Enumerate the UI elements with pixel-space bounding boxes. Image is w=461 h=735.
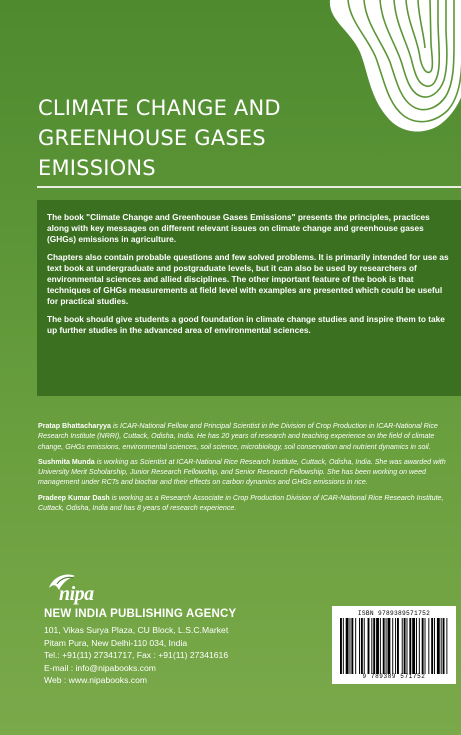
barcode-bar [361, 618, 363, 674]
barcode-bars [336, 618, 452, 674]
author-bio-2 [38, 457, 458, 488]
publisher-address [44, 624, 304, 687]
address-line-4: E-mail : info@nipabooks.com [44, 662, 156, 673]
author-name-2: Sushmita Munda [38, 457, 95, 466]
author-text-2: is working as Scientist at ICAR-National Rice Research Institute, Cuttack, Odisha, India. She was awarded with University Merit Scholarship, Junior Research Fellowship, and Senior Research Fellowship. She has been working on weed management under RCTs and biochar and their effects on carbon dynamics and GHGs emissions in rice. [38, 457, 446, 487]
barcode-bar [443, 618, 445, 674]
author-bios [38, 421, 458, 518]
title-line-3: EMISSIONS [38, 156, 156, 180]
barcode-bar [350, 618, 351, 674]
barcode-bar [395, 618, 396, 674]
barcode-bar [351, 618, 353, 674]
author-text-1: is ICAR-National Fellow and Principal Scientist in the Division of Crop Production in ICAR-National Rice Research Institute (NRRI), Cuttack, Odisha, India. He has 20 years of research and teaching experience on the field of climate change, GHGs emissions, environmental sciences, soil science, microbiology, soil conservation and nutrient dynamics in soil. [38, 422, 438, 451]
barcode-bar [416, 618, 417, 674]
barcode-bar [404, 618, 406, 674]
barcode-bar [419, 618, 420, 674]
barcode-bar [373, 618, 375, 674]
barcode-bar [431, 618, 433, 674]
address-line-1: 101, Vikas Surya Plaza, CU Block, L.S.C.Market [44, 625, 229, 635]
title-line-1: CLIMATE CHANGE AND [38, 96, 281, 120]
barcode-bar [407, 618, 408, 674]
address-line-5: Web : www.nipabooks.com [44, 675, 148, 686]
barcode-bar [425, 618, 426, 674]
blurb-box [37, 200, 461, 396]
publisher-logo-text: nipa [59, 583, 94, 605]
barcode-bar [446, 618, 447, 674]
barcode-bar [428, 618, 429, 674]
barcode-bar [368, 618, 370, 674]
barcode-bar [434, 618, 435, 674]
barcode-bar [397, 618, 399, 674]
title-line-2: GREENHOUSE GASES [38, 126, 266, 150]
barcode-bar [383, 618, 385, 674]
address-line-3: Tel.: +91(11) 27341717, Fax : +91(11) 27341616 [44, 650, 229, 661]
barcode-bar [346, 618, 349, 674]
barcode-bar [359, 618, 360, 674]
isbn-barcode [332, 606, 456, 684]
publisher-name: NEW INDIA PUBLISHING AGENCY [44, 608, 237, 620]
title-divider [37, 186, 461, 188]
barcode-bar [371, 618, 372, 674]
barcode-bar [388, 618, 391, 674]
author-name-3: Pradeep Kumar Dash [38, 493, 110, 502]
author-bio-3 [38, 493, 458, 514]
barcode-bar [441, 618, 442, 674]
barcode-bar [380, 618, 381, 674]
barcode-bar [386, 618, 387, 674]
barcode-bar [340, 618, 342, 674]
barcode-bar [364, 618, 365, 674]
barcode-digits: 9 789389 571752 [362, 673, 426, 680]
blurb-paragraph-1: The book "Climate Change and Greenhouse Gases Emissions" presents the principles, practices along with key messages on different relevant issues on climate change and greenhouse gases (GHGs) emissions in agriculture. [47, 212, 430, 245]
barcode-bar [402, 618, 403, 674]
author-text-3: is working as a Research Associate in Crop Production Division of ICAR-National Rice Research Institute, Cuttack, Odisha, India and has 8 years of research experience. [38, 493, 444, 513]
isbn-label: ISBN 9789389571752 [357, 610, 431, 617]
book-title [38, 93, 368, 183]
barcode-bar [437, 618, 440, 674]
author-name-1: Pratap Bhattacharyya [38, 422, 111, 430]
barcode-bar [392, 618, 393, 674]
barcode-bar [409, 618, 411, 674]
barcode-bar [422, 618, 424, 674]
blurb-paragraph-3: The book should give students a good foundation in climate change studies and inspire them to take up further studies in the advanced area of environmental sciences. [47, 313, 445, 335]
blurb-paragraph-2: Chapters also contain probable questions and few solved problems. It is primarily intended for use as text book at undergraduate and postgraduate levels, but it can also be used by researchers of environmental sciences and allied disciplines. The other important feature of the book is that techniques of GHGs measurements at field level with examples are presented which could be useful for practical studies. [47, 251, 449, 307]
barcode-bar [376, 618, 379, 674]
address-line-2: Pitam Pura, New Delhi-110 034, India [44, 637, 188, 648]
barcode-bar [412, 618, 415, 674]
barcode-bar [343, 618, 344, 674]
author-bio-1 [38, 421, 458, 452]
barcode-bar [355, 618, 356, 674]
